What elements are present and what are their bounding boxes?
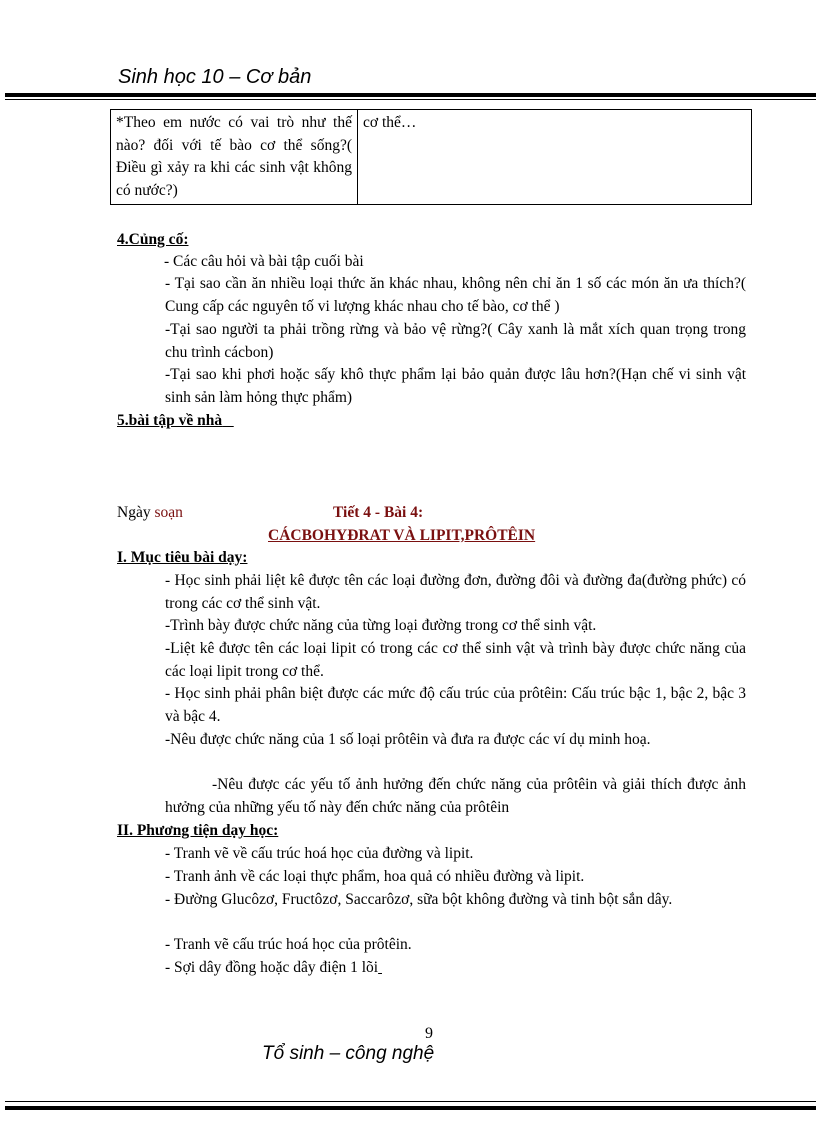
footer-rule-thin xyxy=(5,1101,816,1102)
list-item: - Tranh vẽ về cấu trúc hoá học của đường và lipit. xyxy=(165,845,474,862)
list-item: -Liệt kê được tên các loại lipit có trong các cơ thể sinh vật và trình bày được chức năng của các loại lipit trong cơ thể. xyxy=(165,640,746,680)
table-row xyxy=(111,110,752,205)
list-item: -Trình bày được chức năng của từng loại đường trong cơ thể sinh vật. xyxy=(165,617,597,634)
list-item: - Tại sao cần ăn nhiều loại thức ăn khác nhau, không nên chỉ ăn 1 số các món ăn ưa thích?( Cung cấp các nguyên tố vi lượng khác nhau cho tế bào, cơ thể ) xyxy=(165,275,746,315)
qa-table xyxy=(110,109,752,205)
list-item: - Học sinh phải liệt kê được tên các loại đường đơn, đường đôi và đường đa(đường phức) có trong các cơ thể sinh vật. xyxy=(165,572,746,612)
list-item: - Đường Glucôzơ, Fructôzơ, Saccarôzơ, sữa bột không đường và tinh bột sắn dây. xyxy=(165,891,673,908)
list-item: -Tại sao khi phơi hoặc sấy khô thực phẩm lại bảo quản được lâu hơn?(Hạn chế vi sinh vật sinh sản làm hỏng thực phẩm) xyxy=(165,366,746,406)
header-rule-thin xyxy=(5,99,816,100)
date-line: Ngày soạn xyxy=(117,504,183,521)
header-title: Sinh học 10 – Cơ bản xyxy=(118,66,312,88)
page-number: 9 xyxy=(425,1025,433,1042)
section-4-heading: 4.Củng cố: xyxy=(117,231,189,248)
list-item: -Nêu được các yếu tố ảnh hưởng đến chức năng của prôtêin và giải thích được ảnh hưởng của những yếu tố này đến chức năng của prôtêin xyxy=(165,776,746,816)
lesson-title: CÁCBOHYĐRAT VÀ LIPIT,PRÔTÊIN xyxy=(268,527,536,544)
list-item: -Tại sao người ta phải trồng rừng và bảo vệ rừng?( Cây xanh là mắt xích quan trọng trong chu trình cácbon) xyxy=(165,321,746,361)
table-answer-cell: cơ thể… xyxy=(358,110,752,205)
table-question-cell: *Theo em nước có vai trò như thế nào? đối với tế bào cơ thể sống?( Điều gì xảy ra khi các sinh vật không có nước?) xyxy=(111,110,358,205)
list-item: - Sợi dây đồng hoặc dây điện 1 lõi xyxy=(165,959,379,976)
list-item: -Nêu được chức năng của 1 số loại prôtêin và đưa ra được các ví dụ minh hoạ. xyxy=(165,731,651,748)
date-word: soạn xyxy=(154,504,183,521)
list-item: - Tranh ảnh về các loại thực phẩm, hoa quả có nhiều đường và lipit. xyxy=(165,868,585,885)
section-i-heading: I. Mục tiêu bài dạy: xyxy=(117,549,248,566)
lesson-number: Tiết 4 - Bài 4: xyxy=(333,504,424,521)
section-ii-heading: II. Phương tiện dạy học: xyxy=(117,822,279,839)
list-item: - Tranh vẽ cấu trúc hoá học của prôtêin. xyxy=(165,936,412,953)
section-5-heading: 5.bài tập về nhà xyxy=(117,412,223,429)
list-item: - Học sinh phải phân biệt được các mức độ cấu trúc của prôtêin: Cấu trúc bậc 1, bậc 2, bậc 3 và bậc 4. xyxy=(165,685,746,725)
footer-title: Tổ sinh – công nghệ xyxy=(262,1043,435,1064)
list-item: - Các câu hỏi và bài tập cuối bài xyxy=(164,253,364,270)
header-rule xyxy=(5,93,816,97)
footer-rule xyxy=(5,1106,816,1110)
